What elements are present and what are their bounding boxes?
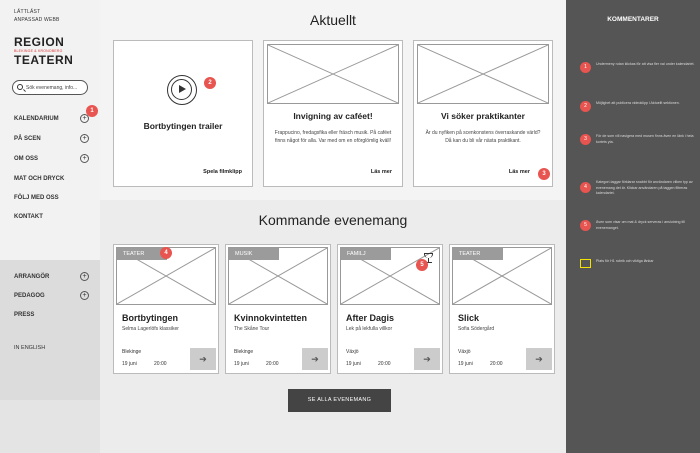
event-date: 19 juni <box>458 361 473 367</box>
image-placeholder-icon <box>228 247 328 305</box>
event-subtitle: Lek på lekfulla villkor <box>346 326 393 332</box>
logo-line1: REGION <box>14 35 65 49</box>
pa-scen-expand-icon[interactable]: + <box>80 134 89 143</box>
event-card[interactable] <box>225 244 331 374</box>
card-text: Frappucino, fredagsfika eller fräsch musik. På caféet finns något för alla. Var med om en oförglömlig kväll! <box>274 130 392 144</box>
english-link[interactable]: IN ENGLISH <box>14 345 46 351</box>
category-tag[interactable]: TEATER <box>117 248 167 260</box>
pedagog-expand-icon[interactable]: + <box>80 291 89 300</box>
event-subtitle: Sofia Södergård <box>458 326 495 332</box>
comments-title: KOMMENTARER <box>607 16 659 23</box>
annotation-marker-2: 2 <box>204 77 216 89</box>
card-title: Vi söker praktikanter <box>441 111 525 121</box>
play-icon[interactable] <box>167 75 197 105</box>
nav-press[interactable]: PRESS <box>14 312 35 318</box>
comment-marker: 5 <box>580 220 591 231</box>
comment-text: Även som visar om mat & dryck serveras i anslutning till evenemanget. <box>596 220 685 230</box>
logo-line2: TEATERN <box>14 53 74 67</box>
image-placeholder-icon <box>340 247 440 305</box>
kalendarium-expand-icon[interactable]: + <box>80 114 89 123</box>
annotation-marker-1: 1 <box>86 105 98 117</box>
news-card-internship[interactable] <box>413 40 553 187</box>
comment-marker: 1 <box>580 62 591 73</box>
event-subtitle: Selma Lagerlöfs klassiker <box>122 326 179 332</box>
arrow-right-icon[interactable]: ➔ <box>302 348 328 370</box>
event-card[interactable] <box>449 244 555 374</box>
event-card[interactable] <box>337 244 443 374</box>
comment-text: Möjlighet att publicera videoklipp i Aktuellt sektionen. <box>596 101 680 105</box>
arrow-right-icon[interactable]: ➔ <box>190 348 216 370</box>
image-placeholder-icon <box>267 44 399 104</box>
nav-pa-scen[interactable]: PÅ SCEN <box>14 136 41 142</box>
card-title: Bortbytingen trailer <box>143 121 223 131</box>
nav-om-oss[interactable]: OM OSS <box>14 156 39 162</box>
arrow-right-icon[interactable]: ➔ <box>414 348 440 370</box>
sidebar-secondary <box>0 260 100 400</box>
adapted-web-link[interactable]: ANPASSAD WEBB <box>14 17 60 23</box>
event-date: 19 juni <box>346 361 361 367</box>
event-date: 19 juni <box>122 361 137 367</box>
annotation-marker-4: 4 <box>160 247 172 259</box>
comment-marker: 2 <box>580 101 591 112</box>
nav-pedagog[interactable]: PEDAGOG <box>14 293 45 299</box>
logo-tagline: BLEKINGE & KRONOBERG <box>14 49 63 53</box>
news-card-cafe[interactable] <box>263 40 403 187</box>
nav-kalendarium[interactable]: KALENDARIUM <box>14 116 59 122</box>
nav-kontakt[interactable]: KONTAKT <box>14 214 43 220</box>
nav-arrangor[interactable]: ARRANGÖR <box>14 274 50 280</box>
sidebar <box>0 0 100 453</box>
arrow-right-icon[interactable]: ➔ <box>526 348 552 370</box>
card-text: Är du nyfiken på scenkonstens överraskande värld? Då kan du bli vår nästa praktikant. <box>425 130 541 144</box>
image-placeholder-icon <box>452 247 552 305</box>
event-time: 20:00 <box>266 361 279 367</box>
play-clip-link[interactable]: Spela filmklipp <box>203 169 242 175</box>
comment-marker: 4 <box>580 182 591 193</box>
comments-panel <box>566 0 700 453</box>
comment-marker: 3 <box>580 134 591 145</box>
search-input[interactable] <box>12 80 88 95</box>
search-placeholder: Sök evenemang, info... <box>26 85 78 91</box>
nav-mat-och-dryck[interactable]: MAT OCH DRYCK <box>14 176 65 182</box>
see-all-events-button[interactable]: SE ALLA EVENEMANG <box>288 389 391 412</box>
om-oss-expand-icon[interactable]: + <box>80 154 89 163</box>
easy-read-link[interactable]: LÄTTLÄST <box>14 9 41 15</box>
comment-text: Undermeny rutan klickas för att visa fler val under kalendariet. <box>596 62 695 66</box>
search-icon <box>17 84 23 90</box>
event-time: 20:00 <box>490 361 503 367</box>
comment-text: Kategori-taggar förklarar snabbt för användaren vilken typ av evenemang det är. Klickar användaren på taggen filtreras kalendariet. <box>596 180 693 195</box>
legend-text: Plats för H1 rubrik och viktiga länkar <box>596 259 654 263</box>
event-card[interactable] <box>113 244 219 374</box>
event-title: Slick <box>458 313 480 323</box>
events-heading: Kommande evenemang <box>258 212 408 228</box>
event-place: Blekinge <box>234 349 254 355</box>
event-subtitle: The Skåne Tour <box>234 326 270 332</box>
category-tag[interactable]: TEATER <box>453 248 503 260</box>
event-title: Kvinnokvintetten <box>234 313 308 323</box>
event-title: After Dagis <box>346 313 395 323</box>
annotation-marker-3: 3 <box>538 168 550 180</box>
highlight-legend-icon <box>580 259 591 268</box>
sidebar-footer <box>0 400 100 453</box>
event-place: Blekinge <box>122 349 142 355</box>
nav-folj-med-oss[interactable]: FÖLJ MED OSS <box>14 195 59 201</box>
category-tag[interactable]: FAMILJ <box>341 248 391 260</box>
event-date: 19 juni <box>234 361 249 367</box>
news-card-trailer[interactable] <box>113 40 253 187</box>
event-place: Växjö <box>346 349 359 355</box>
comment-text: För de som vill navigera med musen finns även en länk i hela kortets yta. <box>596 134 694 144</box>
annotation-marker-5: 5 <box>416 259 428 271</box>
event-time: 20:00 <box>154 361 167 367</box>
category-tag[interactable]: MUSIK <box>229 248 279 260</box>
event-place: Växjö <box>458 349 471 355</box>
card-title: Invigning av caféet! <box>293 111 373 121</box>
image-placeholder-icon <box>417 44 549 104</box>
read-more-link[interactable]: Läs mer <box>370 169 392 175</box>
arrangor-expand-icon[interactable]: + <box>80 272 89 281</box>
aktuellt-heading: Aktuellt <box>310 12 356 28</box>
event-time: 20:00 <box>378 361 391 367</box>
event-title: Bortbytingen <box>122 313 178 323</box>
read-more-link[interactable]: Läs mer <box>508 169 530 175</box>
